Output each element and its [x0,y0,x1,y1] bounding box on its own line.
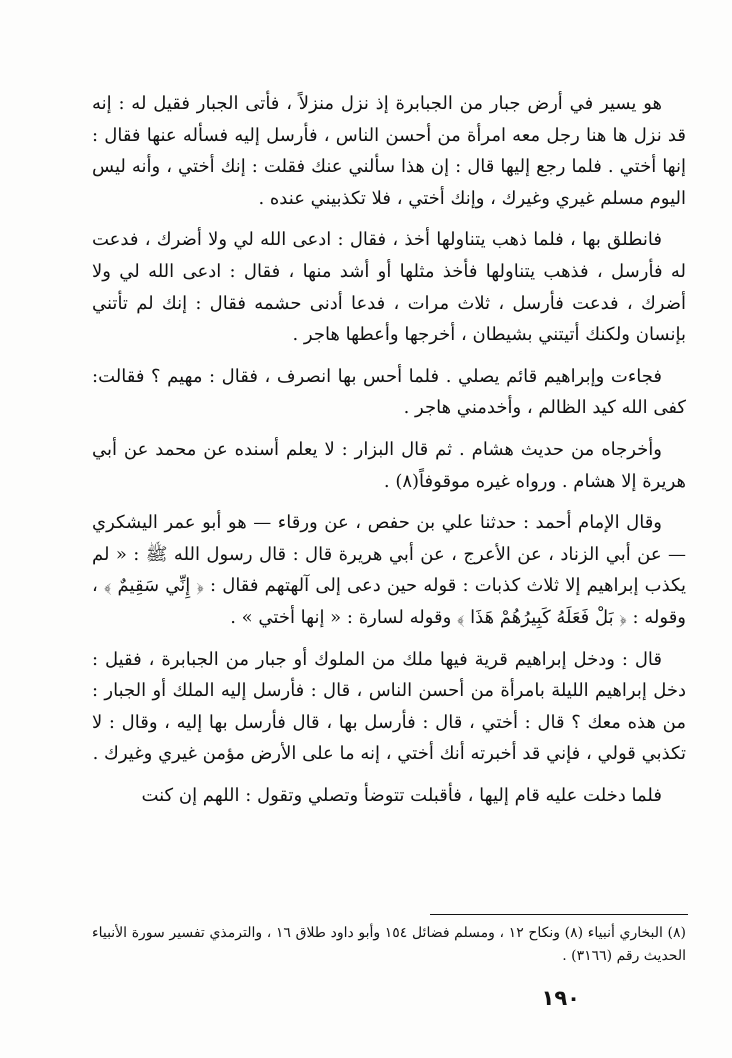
paragraph-5: وقال الإمام أحمد : حدثنا علي بن حفص ، عن ورقاء — هو أبو عمر اليشكري — عن أبي الزناد ، عن الأعرج ، عن أبي هريرة قال : قال رسول الله ﷺ : « لم يكذب إبراهيم إلا ثلاث كذبات : قوله حين دعى إلى آلهتهم فقال : ﴿ إِنِّي سَقِيمٌ ﴾ ، وقوله : ﴿ بَلْ فَعَلَهُ كَبِيرُهُمْ هَذَا ﴾ وقوله لسارة : « إنها أختي » . [92,512,686,628]
page-number: ١٩٠ [541,986,580,1010]
main-text [92,88,686,821]
paragraph-6: قال : ودخل إبراهيم قرية فيها ملك من الملوك أو جبار من الجبابرة ، فقيل : دخل إبراهيم الليلة بامرأة من أحسن الناس ، قال : فأرسل إليه الملك أو الجبار : من هذه معك ؟ قال : أختي ، قال : فأرسل بها ، قال فأرسل بها إليه ، وقال : لا تكذبي قولي ، فإني قد أخبرته أنك أختي ، إنه ما على الأرض مؤمن غيري وغيرك . [92,648,686,765]
footnote-divider [430,914,688,915]
paragraph-2: فانطلق بها ، فلما ذهب يتناولها أخذ ، فقال : ادعى الله لي ولا أضرك ، فدعت له فأرسل ، فذهب يتناولها فأخذ مثلها أو أشد منها ، فقال : ادعى الله لي ولا أضرك ، فدعت فأرسل ، ثلاث مرات ، فدعا أدنى حشمه فقال : إنك لم تأتني بإنسان ولكنك أتيتني بشيطان ، أخرجها وأعطها هاجر . [92,229,686,346]
paragraph-7: فلما دخلت عليه قام إليها ، فأقبلت تتوضأ وتصلي وتقول : اللهم إن كنت [141,784,662,806]
paragraph-4: وأخرجاه من حديث هشام . ثم قال البزار : لا يعلم أسنده عن محمد عن أبي هريرة إلا هشام . ورواه غيره موقوفاً(٨) . [92,438,686,492]
paragraph-3: فجاءت وإبراهيم قائم يصلي . فلما أحس بها انصرف ، فقال : مهيم ؟ فقالت: كفى الله كيد الظالم ، وأخدمني هاجر . [92,365,686,419]
footnote: (٨) البخاري أنبياء (٨) ونكاح ١٢ ، ومسلم فضائل ١٥٤ وأبو داود طلاق ١٦ ، والترمذي تفسير سورة الأنبياء الحديث رقم (٣١٦٦) . [92,925,686,964]
paragraph-1: هو يسير في أرض جبار من الجبابرة إذ نزل منزلاً ، فأتى الجبار فقيل له : إنه قد نزل ها هنا رجل معه امرأة من أحسن الناس ، فأرسل إليه فسأله عنها فقال : إنها أختي . فلما رجع إليها قال : إن هذا سألني عنك فقلت : إنك أختي ، وأنه ليس اليوم مسلم غيري وغيرك ، وإنك أختي ، فلا تكذبيني عنده . [92,93,686,209]
